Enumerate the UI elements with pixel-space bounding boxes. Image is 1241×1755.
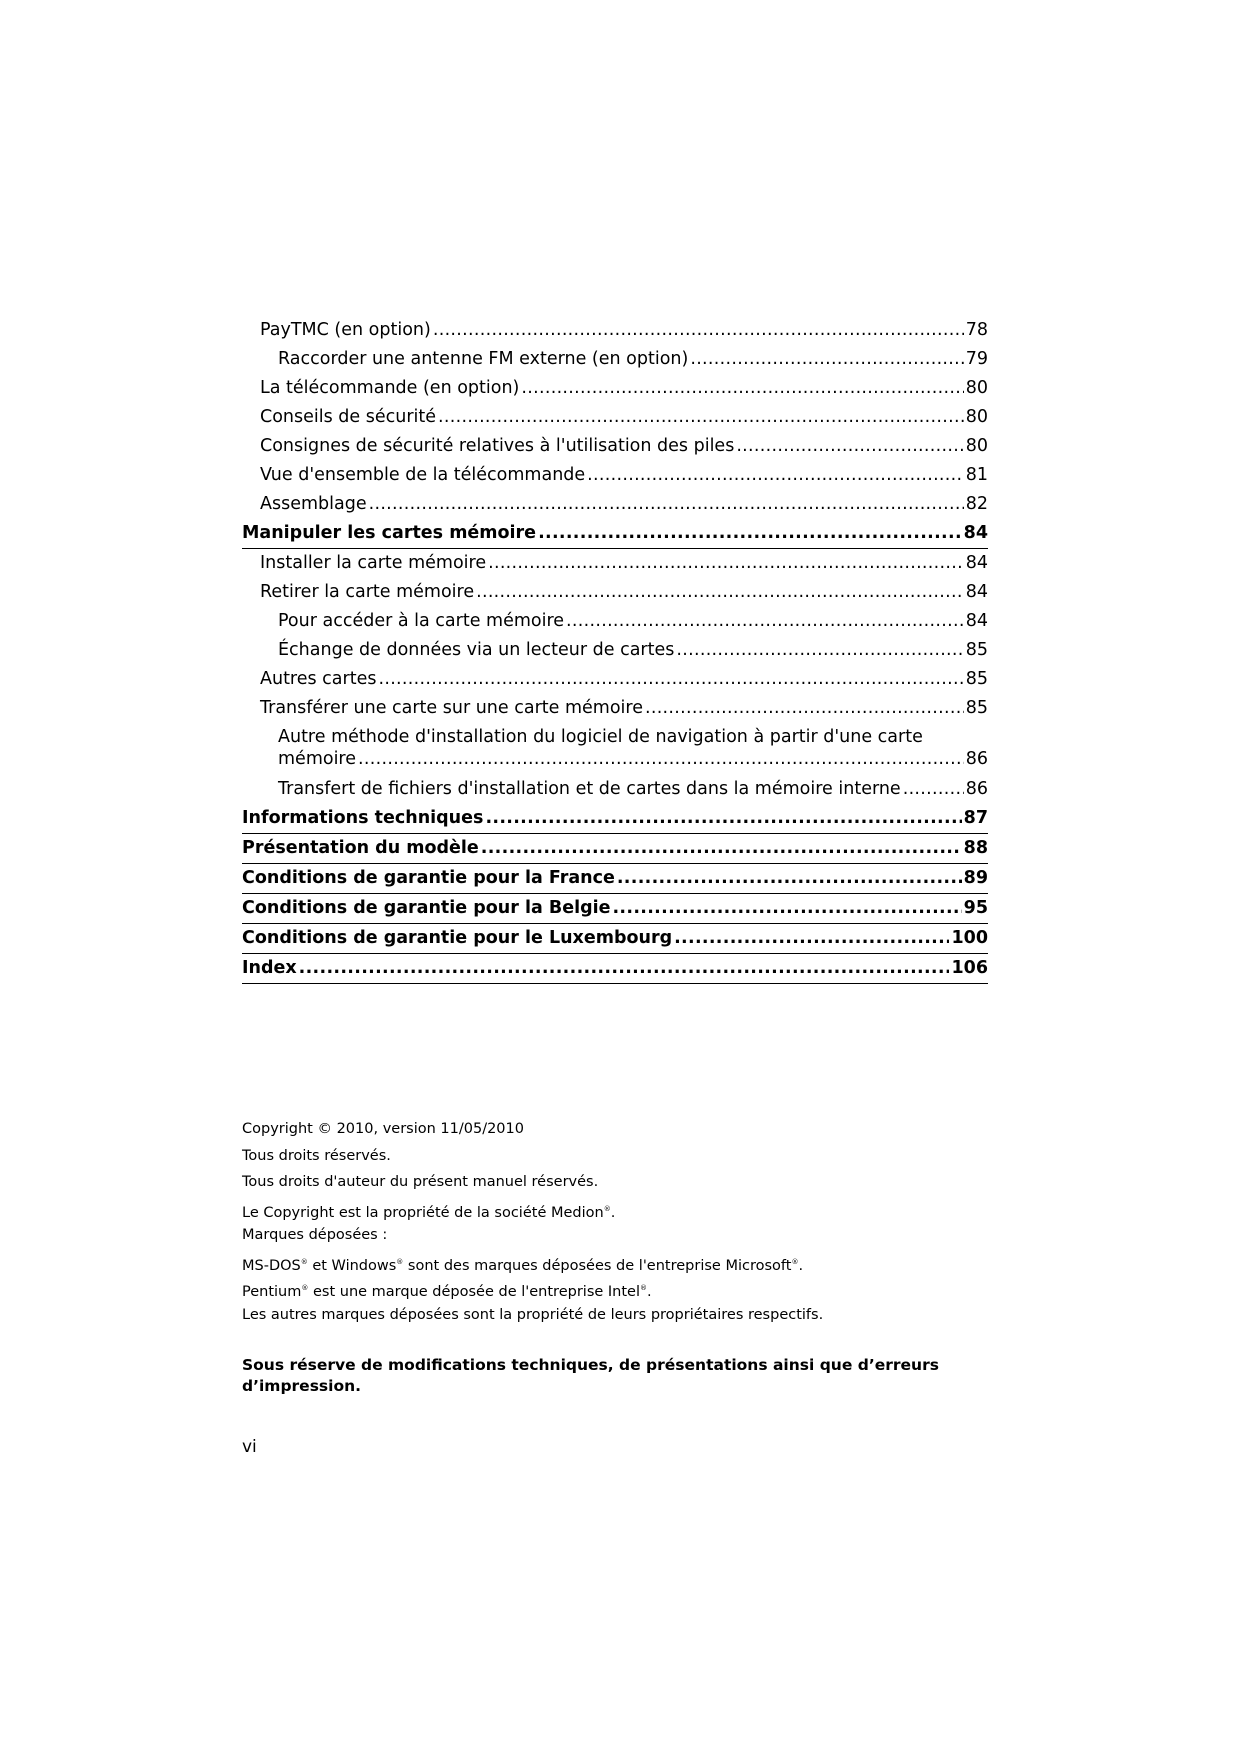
- toc-chapter[interactable]: [242, 954, 988, 984]
- toc-leader-dots: [476, 578, 964, 607]
- toc-leader-dots: [587, 461, 964, 490]
- toc-entry[interactable]: [242, 461, 988, 490]
- toc-leader-dots: [358, 748, 964, 770]
- toc-entry-title: Retirer la carte mémoire: [260, 582, 475, 602]
- toc-entry-page: 85: [965, 698, 988, 718]
- registered-mark: ®: [301, 1284, 309, 1292]
- toc-entry-title: Conseils de sécurité: [260, 407, 437, 427]
- rights-line: Tous droits réservés.: [242, 1147, 391, 1164]
- toc-entry-title: Informations techniques: [242, 808, 484, 828]
- toc-entry-title: La télécommande (en option): [260, 378, 520, 398]
- toc-leader-dots: [612, 894, 961, 922]
- registered-mark: ®: [791, 1257, 799, 1266]
- toc-entry-title: Échange de données via un lecteur de cartes: [278, 640, 675, 660]
- toc-entry-title: Raccorder une antenne FM externe (en option): [278, 349, 689, 369]
- toc-entry-title: Index: [242, 958, 297, 978]
- toc-entry[interactable]: [242, 636, 988, 665]
- intel-text: est une marque déposée de l'entreprise Intel: [308, 1284, 640, 1300]
- toc-entry-title: Conditions de garantie pour la Belgie: [242, 898, 611, 918]
- toc-chapter[interactable]: [242, 924, 988, 954]
- copyright-block: [242, 1116, 1002, 1328]
- toc-entry-page: 87: [963, 808, 988, 828]
- toc-entry[interactable]: [242, 607, 988, 636]
- pentium-text: Pentium: [242, 1284, 302, 1300]
- disclaimer-notice: Sous réserve de modifications techniques, de présentations ainsi que d’erreurs d’impression.: [242, 1356, 939, 1395]
- toc-leader-dots: [433, 316, 964, 345]
- toc-entry-page: 88: [963, 838, 988, 858]
- toc-entry-page: 86: [965, 779, 988, 799]
- other-trademarks-line: Les autres marques déposées sont la propriété de leurs propriétaires respectifs.: [242, 1306, 824, 1323]
- toc-leader-dots: [645, 694, 964, 723]
- toc-entry[interactable]: [242, 490, 988, 519]
- toc-chapter[interactable]: [242, 519, 988, 549]
- toc-entry[interactable]: [242, 549, 988, 578]
- toc-entry-title: Installer la carte mémoire: [260, 553, 487, 573]
- toc-leader-dots: [566, 607, 964, 636]
- registered-mark: ®: [603, 1204, 611, 1213]
- microsoft-trademark-line: [242, 1249, 1002, 1276]
- toc-entry[interactable]: [242, 665, 988, 694]
- registered-mark: ®: [396, 1257, 404, 1266]
- period: .: [798, 1257, 804, 1274]
- toc-entry-page: 80: [965, 378, 988, 398]
- toc-entry[interactable]: [242, 578, 988, 607]
- toc-leader-dots: [538, 519, 962, 547]
- toc-entry-page: 85: [965, 669, 988, 689]
- microsoft-text: sont des marques déposées de l'entreprise Microsoft: [403, 1257, 792, 1274]
- toc-leader-dots: [369, 490, 964, 519]
- toc-leader-dots: [378, 665, 963, 694]
- ms-dos-text: MS-DOS: [242, 1257, 301, 1274]
- toc-entry[interactable]: [242, 432, 988, 461]
- toc-entry-page: 85: [965, 640, 988, 660]
- toc-entry-title: Consignes de sécurité relatives à l'utilisation des piles: [260, 436, 735, 456]
- toc-entry[interactable]: [242, 316, 988, 345]
- toc-leader-dots: [488, 549, 964, 578]
- toc-leader-dots: [617, 864, 962, 892]
- toc-entry[interactable]: [242, 694, 988, 723]
- toc-entry-title: Manipuler les cartes mémoire: [242, 523, 537, 543]
- toc-entry-title: Pour accéder à la carte mémoire: [278, 611, 565, 631]
- toc-chapter[interactable]: [242, 834, 988, 864]
- toc-entry-title: Transfert de fichiers d'installation et de cartes dans la mémoire interne: [278, 779, 901, 799]
- copyright-owner-text: Le Copyright est la propriété de la société Medion: [242, 1204, 604, 1221]
- intel-trademark-line: [242, 1275, 1002, 1302]
- toc-entry[interactable]: [242, 345, 988, 374]
- period: .: [610, 1204, 616, 1221]
- toc-entry-page: 81: [965, 465, 988, 485]
- toc-leader-dots: [676, 636, 963, 665]
- toc-entry-page: 79: [965, 349, 988, 369]
- toc-entry-title: Assemblage: [260, 494, 367, 514]
- toc-entry-title: Présentation du modèle: [242, 838, 479, 858]
- toc-entry-page: 86: [965, 749, 988, 769]
- toc-entry-page: 80: [965, 436, 988, 456]
- toc-chapter[interactable]: [242, 804, 988, 834]
- toc-entry-page: 89: [963, 868, 988, 888]
- toc-leader-dots: [438, 403, 964, 432]
- registered-mark: ®: [640, 1284, 647, 1292]
- toc-entry-title: Autres cartes: [260, 669, 377, 689]
- toc-entry-title: Conditions de garantie pour la France: [242, 868, 615, 888]
- toc-entry-page: 84: [965, 611, 988, 631]
- toc-entry[interactable]: [242, 403, 988, 432]
- toc-entry-title: PayTMC (en option): [260, 320, 431, 340]
- toc-entry-page: 78: [965, 320, 988, 340]
- toc-entry-title: Vue d'ensemble de la télécommande: [260, 465, 586, 485]
- toc-leader-dots: [299, 954, 950, 982]
- toc-entry-page: 84: [963, 523, 988, 543]
- page-number: vi: [242, 1437, 257, 1457]
- toc-leader-dots: [485, 804, 961, 832]
- trademarks-heading: Marques déposées :: [242, 1227, 388, 1243]
- toc-entry[interactable]: [242, 723, 988, 775]
- toc-entry-page: 84: [965, 582, 988, 602]
- toc-entry-page: 80: [965, 407, 988, 427]
- toc-entry[interactable]: [242, 775, 988, 804]
- windows-text: et Windows: [307, 1257, 397, 1274]
- period: .: [647, 1284, 652, 1300]
- toc-entry-page: 95: [963, 898, 988, 918]
- manual-rights-line: Tous droits d'auteur du présent manuel réservés.: [242, 1174, 599, 1190]
- toc-entry-page: 106: [951, 958, 988, 978]
- toc-leader-dots: [736, 432, 963, 461]
- toc-leader-dots: [690, 345, 963, 374]
- table-of-contents: [242, 316, 988, 984]
- copyright-owner-line: [242, 1196, 1002, 1223]
- toc-entry-page: 84: [965, 553, 988, 573]
- toc-leader-dots: [521, 374, 963, 403]
- toc-chapter[interactable]: [242, 864, 988, 894]
- toc-entry[interactable]: [242, 374, 988, 403]
- registered-mark: ®: [300, 1257, 308, 1266]
- toc-leader-dots: [903, 775, 964, 804]
- toc-entry-title-continued: mémoire: [278, 749, 357, 769]
- toc-entry-title: Transférer une carte sur une carte mémoire: [260, 698, 643, 718]
- toc-leader-dots: [674, 924, 949, 952]
- toc-leader-dots: [481, 834, 962, 862]
- toc-entry-title: Autre méthode d'installation du logiciel de navigation à partir d'une carte: [278, 727, 923, 747]
- toc-entry-page: 82: [965, 494, 988, 514]
- toc-entry-title: Conditions de garantie pour le Luxembourg: [242, 928, 673, 948]
- copyright-line: Copyright © 2010, version 11/05/2010: [242, 1121, 524, 1137]
- toc-entry-page: 100: [951, 928, 988, 948]
- toc-chapter[interactable]: [242, 894, 988, 924]
